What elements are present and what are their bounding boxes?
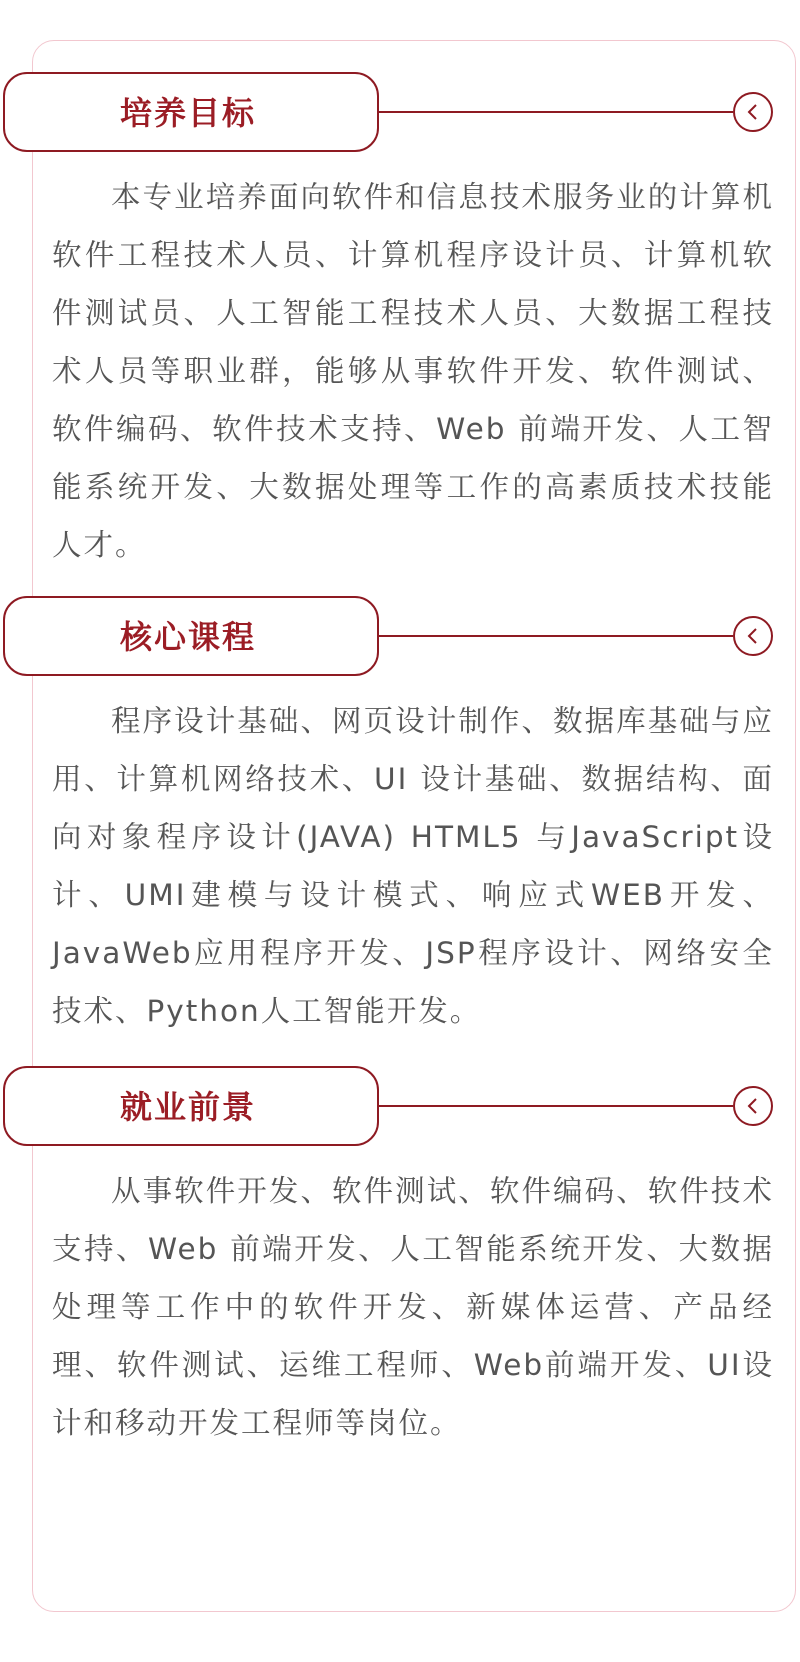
chevron-left-icon	[744, 627, 762, 645]
section-body-text: 从事软件开发、软件测试、软件编码、软件技术支持、Web 前端开发、人工智能系统开发、大数据处理等工作中的软件开发、新媒体运营、产品经理、软件测试、运维工程师、Web前端开发、UI设计和移动开发工程师等岗位。	[52, 1174, 774, 1440]
section-title: 就业前景	[120, 1088, 257, 1126]
section-divider-line	[377, 111, 733, 113]
section-title-pill	[3, 596, 379, 676]
section-body-text: 程序设计基础、网页设计制作、数据库基础与应用、计算机网络技术、UI 设计基础、数据结构、面向对象程序设计(JAVA) HTML5 与JavaScript设计、UMI建模与设计模式、响应式WEB开发、JavaWeb应用程序开发、JSP程序设计、网络安全技术、Python人工智能开发。	[52, 704, 774, 1028]
section-header-core-courses	[0, 596, 800, 678]
chevron-left-icon	[744, 103, 762, 121]
section-collapse-button[interactable]	[733, 92, 773, 132]
section-collapse-button[interactable]	[733, 1086, 773, 1126]
section-header-employment-prospects	[0, 1066, 800, 1148]
section-divider-line	[377, 635, 733, 637]
section-title: 核心课程	[120, 618, 257, 656]
chevron-left-icon	[744, 1097, 762, 1115]
section-title-pill	[3, 1066, 379, 1146]
section-header-training-goals	[0, 72, 800, 154]
section-divider-line	[377, 1105, 733, 1107]
section-collapse-button[interactable]	[733, 616, 773, 656]
section-title: 培养目标	[120, 94, 257, 132]
section-body-text: 本专业培养面向软件和信息技术服务业的计算机软件工程技术人员、计算机程序设计员、计算机软件测试员、人工智能工程技术人员、大数据工程技术人员等职业群，能够从事软件开发、软件测试、软件编码、软件技术支持、Web 前端开发、人工智能系统开发、大数据处理等工作的高素质技术技能人才。	[52, 180, 774, 562]
section-title-pill	[3, 72, 379, 152]
